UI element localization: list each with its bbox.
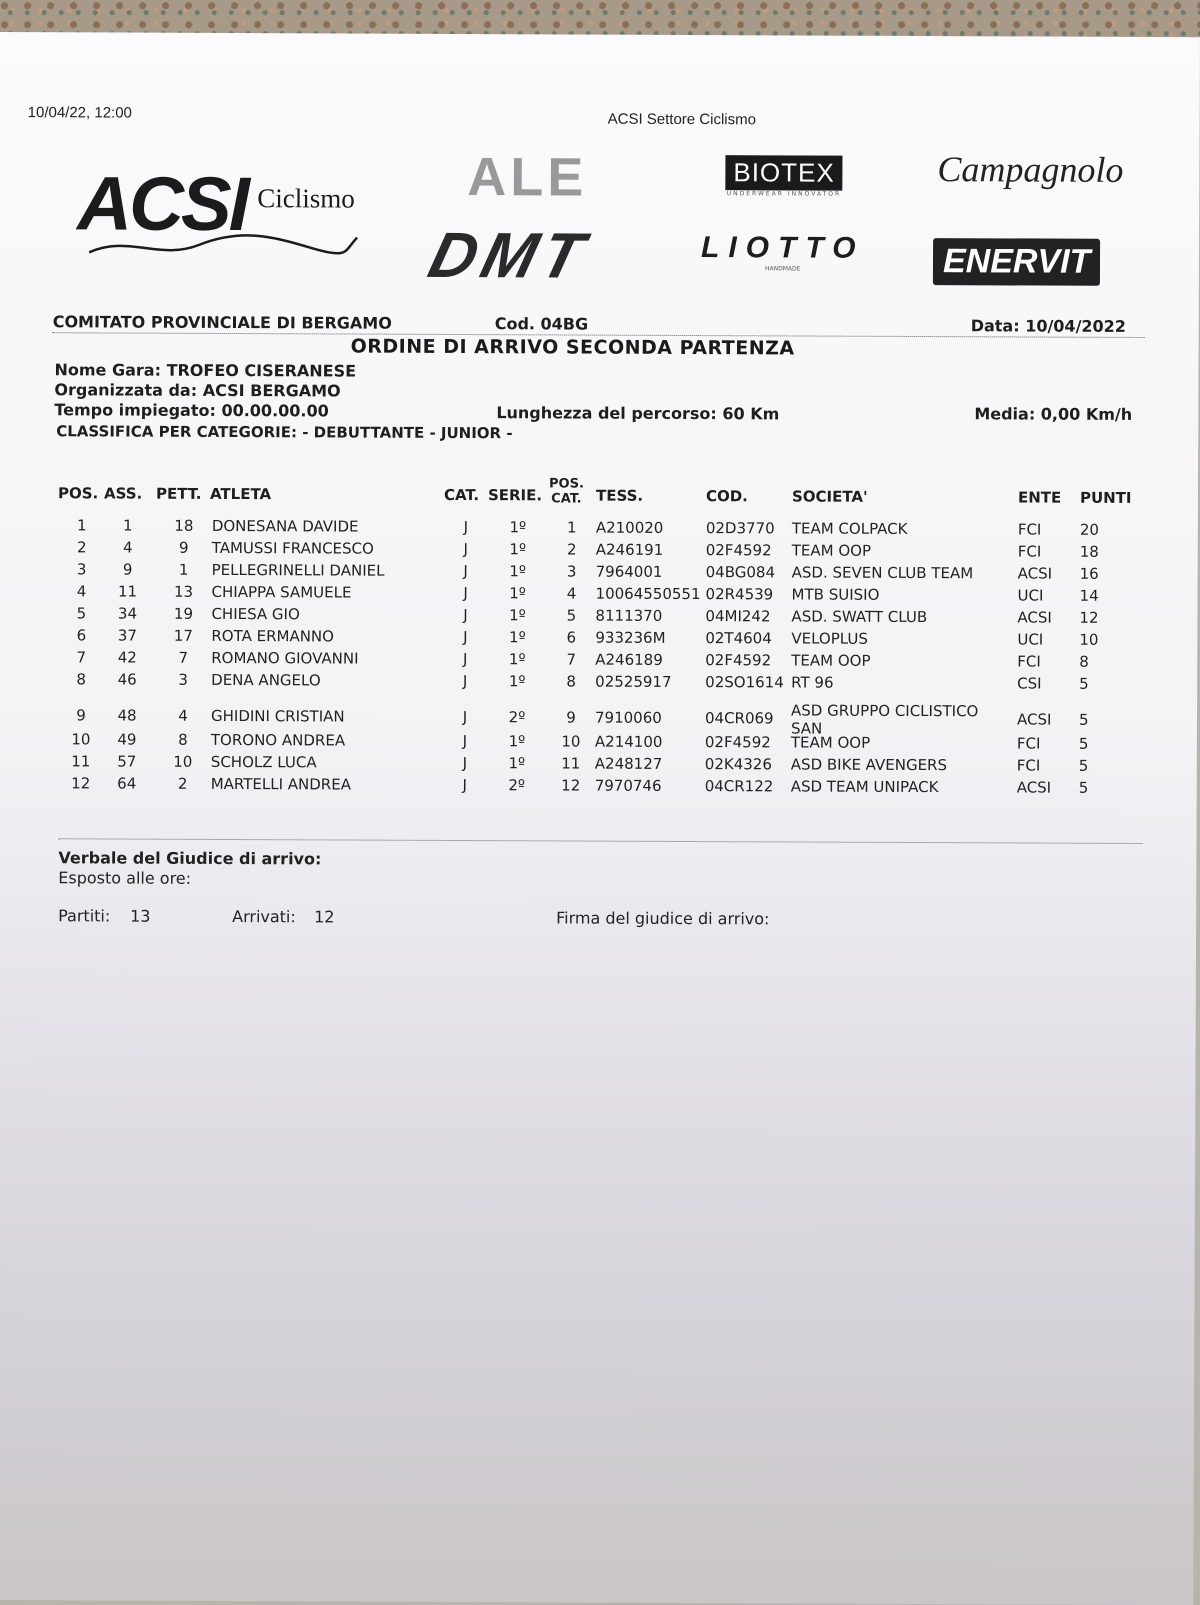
cell-serie: 1º: [508, 732, 526, 751]
cell-ass: 46: [117, 670, 137, 689]
cell-punti: 5: [1078, 778, 1089, 797]
cell-cod: 04CR122: [704, 777, 774, 796]
document-date: Data: 10/04/2022: [970, 316, 1127, 336]
cell-ass: 34: [117, 604, 138, 623]
page-title: ORDINE DI ARRIVO SECONDA PARTENZA: [350, 335, 795, 360]
esposto-label: Esposto alle ore:: [58, 868, 192, 888]
cell-ente: ACSI: [1017, 608, 1052, 627]
cell-punti: 5: [1078, 756, 1089, 775]
cell-ass: 57: [117, 752, 137, 771]
cell-atleta: CHIAPPA SAMUELE: [211, 582, 352, 602]
cell-tess: 7964001: [595, 562, 663, 581]
cell-societa: ASD TEAM UNIPACK: [790, 777, 939, 797]
cell-punti: 12: [1079, 608, 1099, 627]
cell-pett: 17: [173, 626, 193, 645]
cell-serie: 2º: [508, 776, 526, 795]
cell-poscat: 10: [561, 732, 581, 751]
cell-cod: 02K4326: [704, 755, 772, 774]
cell-poscat: 4: [566, 584, 577, 603]
cell-cat: J: [463, 606, 468, 625]
cell-pett: 9: [178, 538, 189, 557]
cell-pett: 7: [178, 648, 189, 667]
cell-cat: J: [462, 672, 468, 691]
cell-ass: 1: [123, 516, 133, 535]
cell-societa: ASD. SEVEN CLUB TEAM: [791, 563, 974, 583]
cell-cod: 02R4539: [705, 585, 774, 604]
col-societa: SOCIETA': [791, 487, 868, 506]
cell-pos: 4: [76, 582, 87, 601]
liotto-logo-tagline: HANDMADE: [764, 265, 801, 273]
cell-ass: 37: [117, 626, 137, 645]
cell-atleta: GHIDINI CRISTIAN: [210, 706, 345, 726]
cell-pett: 4: [178, 706, 188, 725]
cell-tess: A210020: [595, 518, 664, 537]
cell-serie: 1º: [509, 562, 527, 581]
cell-cat: J: [462, 732, 468, 751]
time-elapsed: Tempo impiegato: 00.00.00.00: [54, 400, 329, 421]
cell-ass: 9: [122, 560, 133, 579]
cell-societa: ASD GRUPPO CICLISTICO: [791, 701, 979, 721]
cell-poscat: 2: [566, 540, 577, 559]
cell-pos: 5: [76, 604, 87, 623]
col-tess: TESS.: [595, 486, 644, 505]
cell-serie: 1º: [508, 754, 526, 773]
cell-poscat: 3: [566, 562, 577, 581]
cell-ass: 42: [117, 648, 137, 667]
cell-atleta: MARTELLI ANDREA: [210, 774, 352, 794]
cell-pett: 19: [173, 604, 194, 623]
cell-cod: 04MI242: [705, 607, 771, 626]
cell-pos: 10: [71, 730, 91, 749]
acsi-swoosh-icon: [89, 230, 359, 261]
cell-atleta: ROTA ERMANNO: [211, 626, 335, 646]
col-poscat-top: POS.: [549, 476, 584, 492]
cell-punti: 5: [1078, 710, 1089, 729]
arrivati-value: 12: [314, 907, 335, 927]
col-serie: SERIE.: [487, 486, 543, 505]
cell-pett: 2: [177, 774, 188, 793]
acsi-logo-letters: ACSI: [77, 161, 248, 248]
dmt-logo: DMT: [421, 218, 597, 292]
cell-pett: 18: [174, 516, 194, 535]
col-ente: ENTE: [1017, 488, 1062, 507]
col-poscat-bottom: CAT.: [551, 491, 582, 507]
col-pett: PETT.: [155, 484, 202, 503]
cell-poscat: 5: [566, 606, 577, 625]
cell-poscat: 8: [566, 672, 576, 691]
race-name: Nome Gara: TROFEO CISERANESE: [54, 360, 357, 381]
arrivati-label: Arrivati:: [232, 907, 296, 927]
cell-ente: FCI: [1017, 542, 1042, 561]
cell-punti: 8: [1079, 652, 1089, 671]
col-pos: POS.: [57, 484, 99, 503]
cell-punti: 10: [1079, 630, 1099, 649]
cell-ente: CSI: [1017, 674, 1042, 693]
committee: COMITATO PROVINCIALE DI BERGAMO: [52, 312, 392, 333]
cell-societa: TEAM OOP: [791, 541, 872, 560]
cell-serie: 1º: [509, 584, 526, 603]
footer-divider: [58, 838, 1142, 844]
cell-atleta: CHIESA GIO: [211, 604, 300, 624]
print-datetime: 10/04/22, 12:00: [27, 104, 132, 122]
cell-societa: TEAM COLPACK: [791, 519, 908, 538]
cell-atleta: TORONO ANDREA: [210, 730, 346, 750]
cell-serie: 2º: [508, 708, 526, 727]
cell-ente: FCI: [1017, 652, 1041, 671]
col-cat: CAT.: [443, 485, 480, 505]
cell-pos: 3: [76, 560, 87, 579]
cell-societa: VELOPLUS: [791, 629, 868, 648]
cell-pett: 3: [178, 670, 188, 689]
cell-cat: J: [462, 754, 468, 773]
col-cod: COD.: [705, 487, 748, 506]
course-length: Lunghezza del percorso: 60 Km: [496, 403, 780, 424]
cell-tess: A246189: [595, 650, 663, 669]
cell-ente: FCI: [1016, 734, 1041, 753]
cell-punti: 16: [1079, 564, 1099, 583]
cell-atleta: DONESANA DAVIDE: [211, 516, 359, 536]
cell-tess: 7970746: [594, 776, 662, 795]
cell-pos: 2: [76, 538, 87, 557]
cell-cod: 02SO1614: [705, 673, 784, 692]
biotex-logo-name: BIOTEX: [725, 155, 843, 191]
col-atleta: ATLETA: [209, 484, 272, 504]
cell-serie: 1º: [509, 518, 527, 537]
cell-poscat: 12: [561, 776, 581, 795]
classification: CLASSIFICA PER CATEGORIE: - DEBUTTANTE - JUNIOR -: [56, 422, 513, 443]
cell-punti: 20: [1079, 520, 1099, 539]
print-source: ACSI Settore Ciclismo: [607, 110, 757, 129]
cell-atleta: DENA ANGELO: [211, 670, 321, 690]
cell-pos: 8: [76, 670, 86, 689]
col-poscat: [549, 476, 584, 506]
cell-ente: ACSI: [1017, 564, 1053, 583]
cell-atleta: ROMANO GIOVANNI: [211, 648, 359, 668]
cell-cat: J: [463, 540, 469, 559]
enervit-logo: ENERVIT: [933, 238, 1101, 286]
cell-punti: 14: [1079, 586, 1099, 605]
cell-atleta: SCHOLZ LUCA: [210, 752, 317, 772]
result-sheet: [0, 32, 1200, 1605]
cell-pos: 12: [71, 774, 91, 793]
verbale-heading: Verbale del Giudice di arrivo:: [58, 848, 322, 869]
biotex-logo: [725, 155, 843, 198]
cell-cod: 02F4592: [704, 733, 771, 752]
cell-cod: 04CR069: [704, 709, 774, 728]
cell-tess: A246191: [595, 540, 664, 559]
cell-ente: FCI: [1017, 520, 1042, 539]
cell-poscat: 9: [566, 708, 576, 727]
firma-label: Firma del giudice di arrivo:: [556, 908, 770, 929]
cell-societa: ASD BIKE AVENGERS: [790, 755, 948, 775]
cell-tess: A214100: [594, 732, 663, 751]
cell-poscat: 1: [567, 518, 577, 537]
cell-serie: 1º: [508, 672, 526, 691]
cell-societa: TEAM OOP: [791, 651, 871, 670]
cell-societa: ASD. SWATT CLUB: [791, 607, 928, 627]
cell-cat: J: [462, 708, 468, 727]
cell-poscat: 11: [561, 754, 581, 773]
cell-ass: 11: [117, 582, 138, 601]
cell-ente: ACSI: [1016, 778, 1052, 797]
cell-cat: J: [463, 628, 468, 647]
cell-cat: J: [463, 584, 468, 603]
average-speed: Media: 0,00 Km/h: [974, 404, 1133, 424]
cell-pos: 11: [71, 752, 91, 771]
acsi-logo-word: Ciclismo: [257, 183, 355, 214]
cell-punti: 18: [1079, 542, 1099, 561]
cell-ass: 48: [117, 706, 137, 725]
cell-poscat: 6: [566, 628, 577, 647]
cell-tess: 933236M: [595, 628, 666, 647]
cell-pett: 13: [173, 582, 194, 601]
partiti-label: Partiti:: [58, 906, 111, 926]
cell-cod: 02T4604: [705, 629, 772, 648]
cell-cat: J: [463, 562, 468, 581]
cell-tess: 02525917: [595, 672, 672, 691]
cell-societa: RT 96: [791, 673, 834, 692]
cell-tess: A248127: [594, 754, 663, 773]
cell-societa: MTB SUISIO: [791, 585, 880, 604]
campagnolo-logo: Campagnolo: [937, 149, 1124, 190]
cell-ente: UCI: [1017, 586, 1044, 605]
cell-serie: 1º: [509, 628, 526, 647]
cell-punti: 5: [1078, 734, 1089, 753]
cell-serie: 1º: [509, 606, 526, 625]
cell-punti: 5: [1079, 674, 1089, 693]
cell-ente: ACSI: [1016, 710, 1052, 729]
cell-societa-line2: SAN: [790, 719, 823, 738]
cell-atleta: PELLEGRINELLI DANIEL: [211, 560, 385, 580]
cell-ass: 49: [117, 730, 137, 749]
cell-cod: 04BG084: [705, 563, 776, 582]
cell-poscat: 7: [566, 650, 577, 669]
biotex-logo-tagline: UNDERWEAR INNOVATOR: [726, 190, 842, 198]
partiti-value: 13: [130, 906, 151, 926]
cell-pett: 10: [173, 752, 193, 771]
cell-cat: J: [462, 776, 467, 795]
cell-tess: 8111370: [595, 606, 663, 625]
cell-cod: 02D3770: [705, 519, 775, 538]
ale-logo: ALE: [467, 147, 588, 208]
cell-pos: 7: [76, 648, 87, 667]
cell-pett: 1: [178, 560, 189, 579]
cell-cod: 02F4592: [705, 541, 772, 560]
cell-cat: J: [463, 518, 469, 537]
liotto-logo-name: LIOTTO: [700, 231, 865, 265]
cell-tess: 10064550551: [595, 584, 701, 604]
acsi-logo: [69, 160, 369, 271]
cell-pos: 6: [76, 626, 87, 645]
cell-atleta: TAMUSSI FRANCESCO: [211, 538, 374, 558]
cell-ass: 64: [117, 774, 137, 793]
cell-pos: 1: [77, 516, 87, 535]
liotto-logo: [701, 231, 865, 273]
col-ass: ASS.: [103, 484, 143, 503]
committee-code: Cod. 04BG: [494, 314, 589, 334]
cell-pett: 8: [178, 730, 188, 749]
col-punti: PUNTI: [1079, 488, 1132, 507]
cell-ente: FCI: [1016, 756, 1041, 775]
cell-serie: 1º: [508, 650, 526, 669]
cell-cod: 02F4592: [705, 651, 772, 670]
cell-societa: TEAM OOP: [790, 733, 871, 752]
cell-tess: 7910060: [594, 708, 662, 727]
organizer: Organizzata da: ACSI BERGAMO: [54, 380, 341, 401]
cell-cat: J: [463, 650, 468, 669]
cell-ente: UCI: [1017, 630, 1044, 649]
cell-pos: 9: [76, 706, 86, 725]
cell-serie: 1º: [509, 540, 527, 559]
cell-ass: 4: [122, 538, 133, 557]
